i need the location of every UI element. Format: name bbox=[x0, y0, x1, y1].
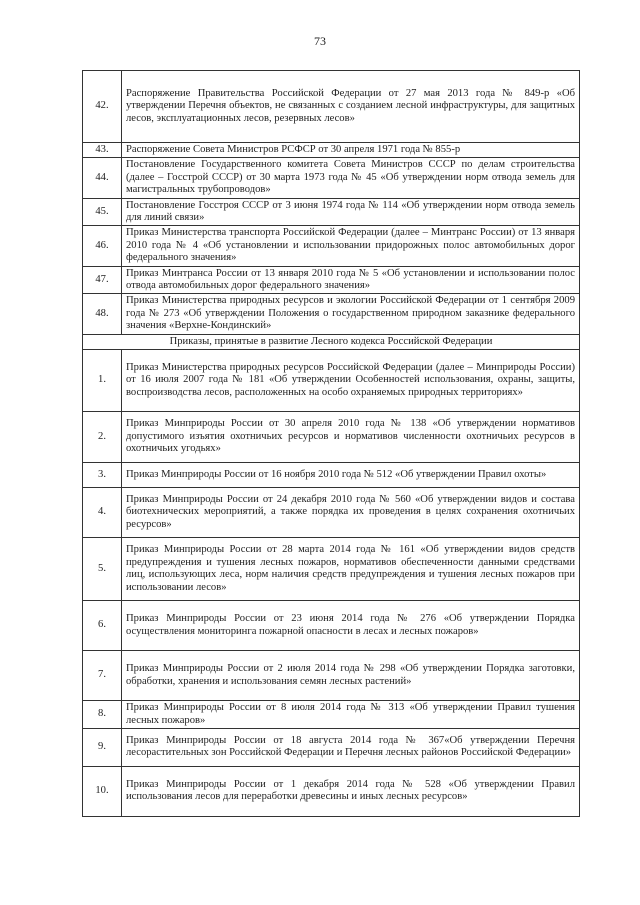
table-row bbox=[83, 488, 580, 538]
row-text: Приказ Минприроды России от 23 июня 2014 года № 276 «Об утверждении Порядка осуществления мониторинга пожарной опасности в лесах и лесных пожаров» bbox=[122, 601, 580, 651]
row-text: Постановление Госстроя СССР от 3 июня 1974 года № 114 «Об утверждении норм отвода земель для линий связи» bbox=[122, 198, 580, 226]
row-text: Распоряжение Совета Министров РСФСР от 30 апреля 1971 года № 855-р bbox=[122, 143, 580, 158]
row-text: Приказ Минприроды России от 2 июля 2014 года № 298 «Об утверждении Порядка заготовки, обработки, хранения и использования семян лесных растений» bbox=[122, 651, 580, 701]
row-text: Постановление Государственного комитета Совета Министров СССР по делам строительства (далее – Госстрой СССР) от 30 марта 1973 года № 45 «Об утверждении норм отвода земель для магистральных трубопроводов» bbox=[122, 158, 580, 198]
row-text: Приказ Минприроды России от 18 августа 2014 года № 367«Об утверждении Перечня лесорастительных зон Российской Федерации и Перечня лесных районов Российской Федерации» bbox=[122, 728, 580, 766]
row-text: Приказ Министерства природных ресурсов Российской Федерации (далее – Минприроды России) от 16 июля 2007 года № 181 «Об утверждении Особенностей использования, охраны, защиты, воспроизводства лесов, расположенных на особо охраняемых природных территориях» bbox=[122, 350, 580, 412]
table-row bbox=[83, 294, 580, 334]
table-row bbox=[83, 350, 580, 412]
row-number: 3. bbox=[83, 463, 122, 488]
row-text: Приказ Министерства природных ресурсов и экологии Российской Федерации от 1 сентября 2009 года № 273 «Об утверждении Положения о государственном природном заказнике федерального значения «Верхне-Кондинский» bbox=[122, 294, 580, 334]
table-row bbox=[83, 158, 580, 198]
table-row bbox=[83, 651, 580, 701]
row-number: 5. bbox=[83, 538, 122, 601]
row-number: 43. bbox=[83, 143, 122, 158]
table-body bbox=[83, 71, 580, 817]
row-number: 2. bbox=[83, 412, 122, 463]
table-row bbox=[83, 701, 580, 729]
section-heading-row bbox=[83, 334, 580, 349]
row-text: Приказ Минприроды России от 16 ноября 2010 года № 512 «Об утверждении Правил охоты» bbox=[122, 463, 580, 488]
row-number: 4. bbox=[83, 488, 122, 538]
table-row bbox=[83, 143, 580, 158]
table-row bbox=[83, 601, 580, 651]
row-text: Распоряжение Правительства Российской Федерации от 27 мая 2013 года № 849-р «Об утверждении Перечня объектов, не связанных с созданием лесной инфраструктуры, для защитных лесов, эксплуатационных лесов, резервных лесов» bbox=[122, 71, 580, 143]
row-text: Приказ Минприроды России от 1 декабря 2014 года № 528 «Об утверждении Правил использования лесов для переработки древесины и иных лесных ресурсов» bbox=[122, 766, 580, 816]
row-text: Приказ Минприроды России от 28 марта 2014 года № 161 «Об утверждении видов средств предупреждения и тушения лесных пожаров, нормативов обеспеченности данными средствами лиц, использующих леса, норм наличия средств предупреждения и тушения лесных пожаров при использовании лесов» bbox=[122, 538, 580, 601]
row-number: 45. bbox=[83, 198, 122, 226]
row-text: Приказ Минприроды России от 30 апреля 2010 года № 138 «Об утверждении нормативов допустимого изъятия охотничьих ресурсов и нормативов численности охотничьих ресурсов в охотничьих угодьях» bbox=[122, 412, 580, 463]
legal-acts-table bbox=[82, 70, 580, 817]
row-number: 10. bbox=[83, 766, 122, 816]
row-text: Приказ Минприроды России от 24 декабря 2010 года № 560 «Об утверждении видов и состава биотехнических мероприятий, а также порядка их проведения в целях сохранения охотничьих ресурсов» bbox=[122, 488, 580, 538]
table-row bbox=[83, 538, 580, 601]
row-text: Приказ Министерства транспорта Российской Федерации (далее – Минтранс России) от 13 января 2010 года № 4 «Об установлении и использовании придорожных полос автомобильных дорог федерального значения» bbox=[122, 226, 580, 266]
row-number: 9. bbox=[83, 728, 122, 766]
table-row bbox=[83, 266, 580, 294]
page-number: 73 bbox=[314, 34, 326, 48]
row-number: 42. bbox=[83, 71, 122, 143]
row-number: 8. bbox=[83, 701, 122, 729]
table-row bbox=[83, 766, 580, 816]
row-number: 7. bbox=[83, 651, 122, 701]
table-row bbox=[83, 463, 580, 488]
row-number: 44. bbox=[83, 158, 122, 198]
row-number: 1. bbox=[83, 350, 122, 412]
table-row bbox=[83, 198, 580, 226]
row-number: 46. bbox=[83, 226, 122, 266]
table-row bbox=[83, 728, 580, 766]
row-text: Приказ Минприроды России от 8 июля 2014 года № 313 «Об утверждении Правил тушения лесных пожаров» bbox=[122, 701, 580, 729]
section-heading: Приказы, принятые в развитие Лесного кодекса Российской Федерации bbox=[83, 334, 580, 349]
row-number: 6. bbox=[83, 601, 122, 651]
table-row bbox=[83, 412, 580, 463]
row-number: 48. bbox=[83, 294, 122, 334]
table-row bbox=[83, 71, 580, 143]
row-number: 47. bbox=[83, 266, 122, 294]
table-row bbox=[83, 226, 580, 266]
row-text: Приказ Минтранса России от 13 января 2010 года № 5 «Об установлении и использовании полос отвода автомобильных дорог федерального значения» bbox=[122, 266, 580, 294]
